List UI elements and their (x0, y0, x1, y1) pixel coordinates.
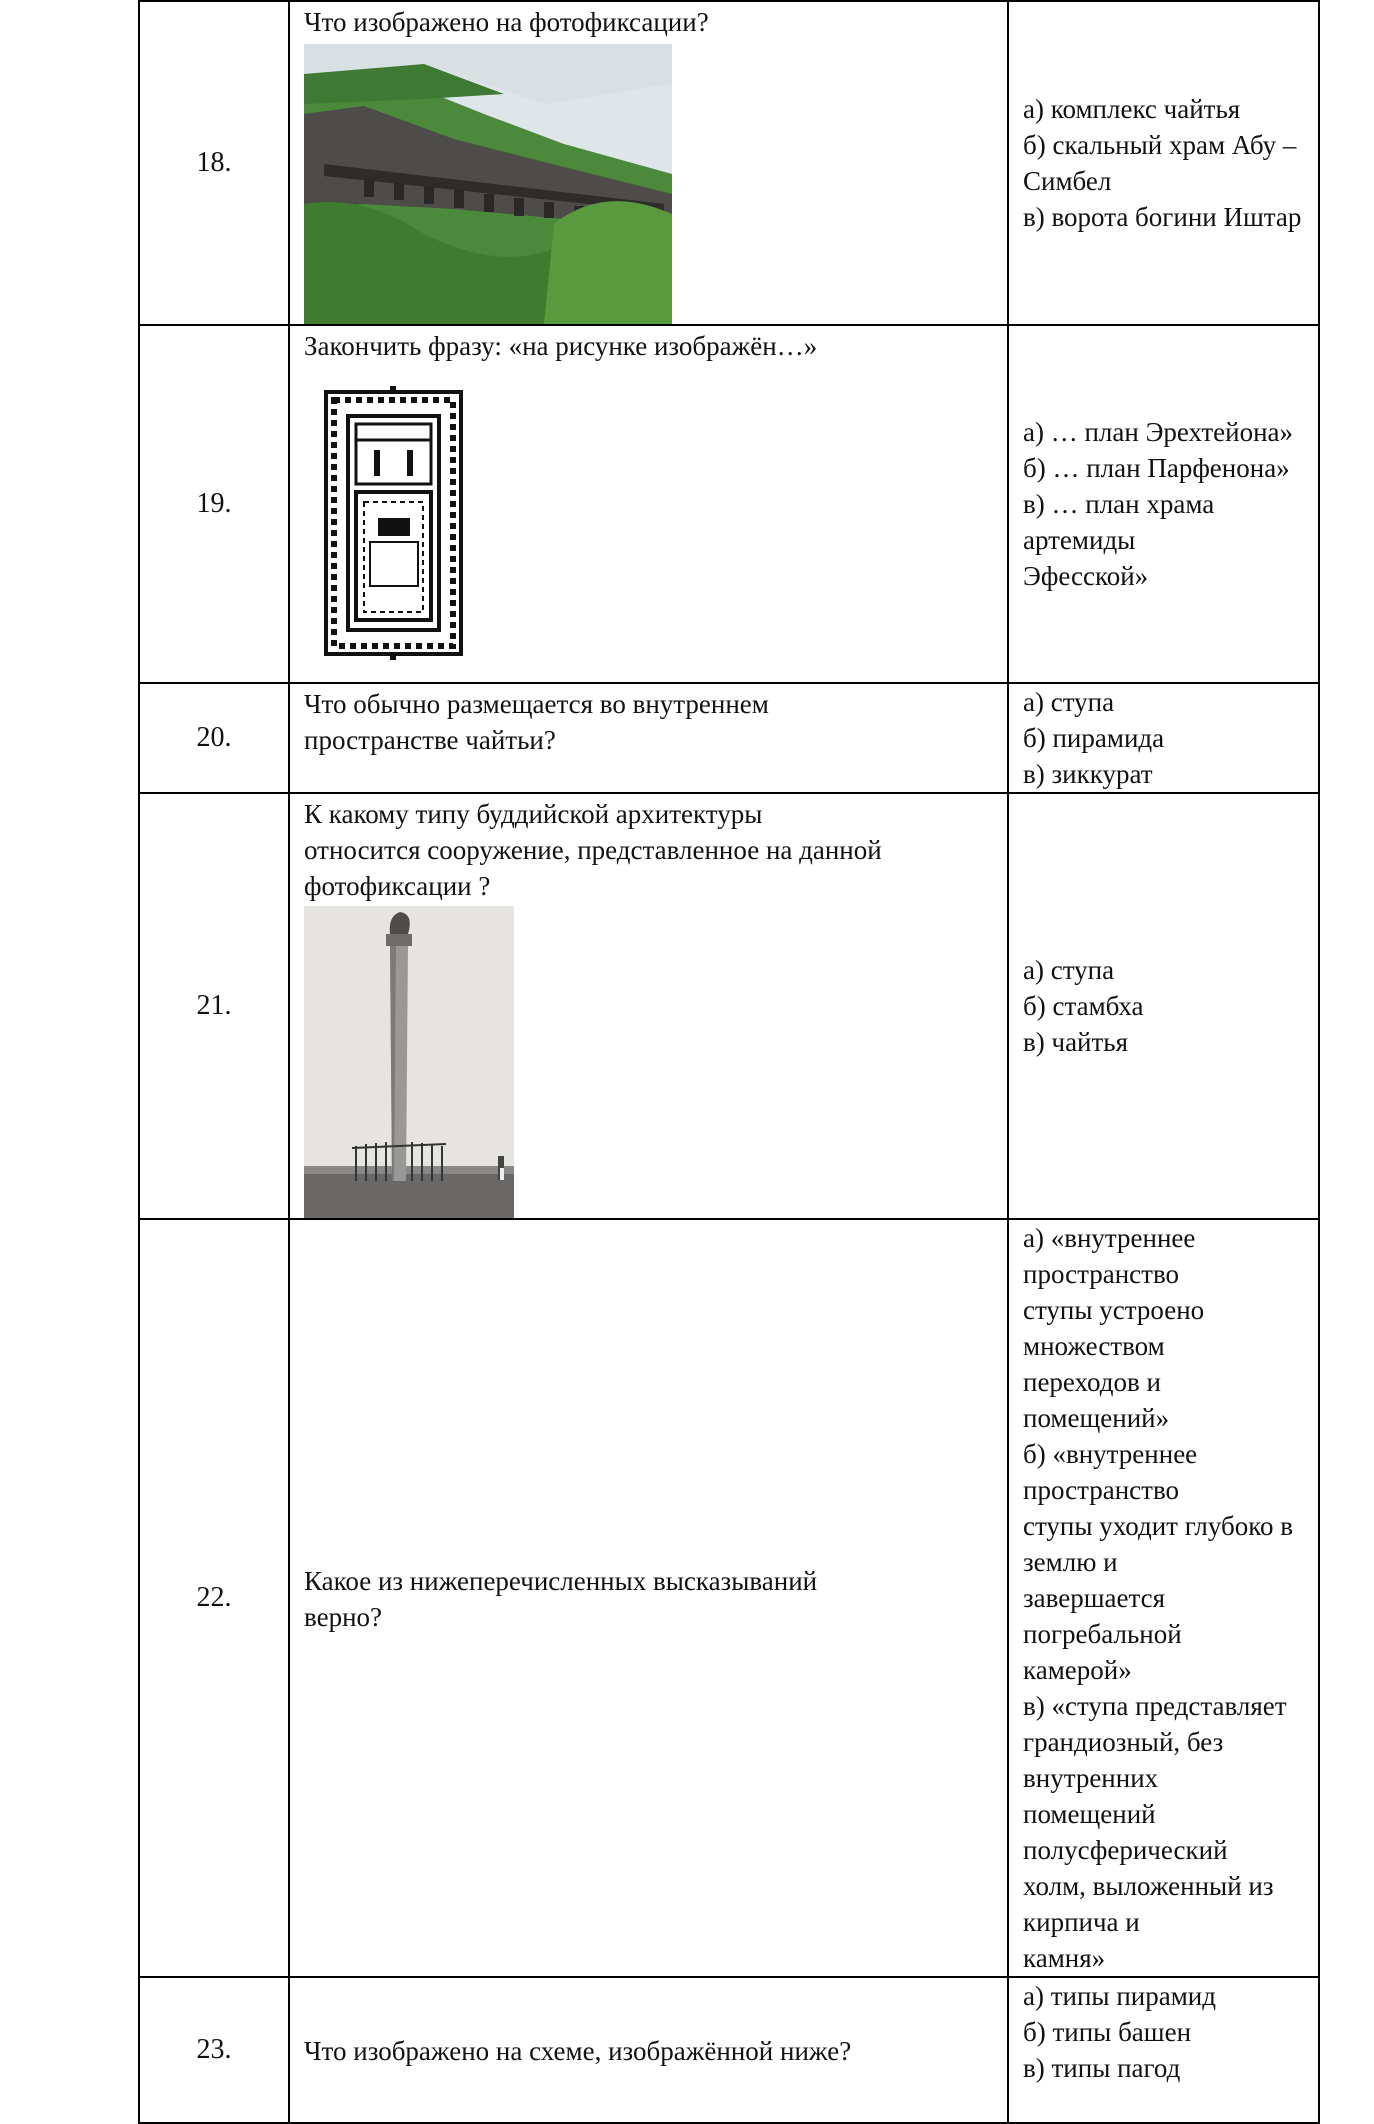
option-line: камерой» (1023, 1655, 1132, 1685)
option-line: ступы уходит глубоко в землю и (1023, 1511, 1293, 1577)
option-b: б) стамбха (1023, 991, 1144, 1021)
option-a: а) типы пирамид (1023, 1981, 1216, 2011)
option-a: а) ступа (1023, 955, 1115, 985)
option-b: б) … план Парфенона» (1023, 453, 1290, 483)
options-cell (1008, 1219, 1319, 1977)
option-line: ступы устроено множеством (1023, 1295, 1205, 1361)
questions-table (138, 0, 1320, 2124)
question-text-line: Какое из нижеперечисленных высказываний (304, 1566, 818, 1596)
question-cell (289, 793, 1008, 1219)
option-b: б) пирамида (1023, 723, 1165, 753)
option-c: в) зиккурат (1023, 759, 1153, 789)
question-cell (289, 1219, 1008, 1977)
question-text: Что изображено на схеме, изображённой ниже? (304, 2036, 852, 2066)
options-cell (1008, 1977, 1319, 2123)
option-line: б) «внутреннее пространство (1023, 1439, 1198, 1505)
option-b: б) типы башен (1023, 2017, 1192, 2047)
question-number: 20. (139, 683, 289, 793)
option-line: грандиозный, без внутренних (1023, 1727, 1224, 1793)
question-cell (289, 325, 1008, 683)
question-number: 22. (139, 1219, 289, 1977)
option-b: б) скальный храм Абу –Симбел (1023, 130, 1297, 196)
option-a: а) комплекс чайтья (1023, 94, 1241, 124)
option-c: в) чайтья (1023, 1027, 1129, 1057)
option-line: камня» (1023, 1943, 1106, 1973)
option-c: в) типы пагод (1023, 2053, 1181, 2083)
question-number: 18. (139, 1, 289, 325)
question-number: 21. (139, 793, 289, 1219)
question-text: Закончить фразу: «на рисунке изображён…» (304, 331, 818, 361)
option-a: а) … план Эрехтейона» (1023, 417, 1294, 447)
question-row-23 (139, 1977, 1319, 2123)
question-row-22 (139, 1219, 1319, 1977)
question-text-line: относится сооружение, представленное на данной (304, 835, 882, 865)
question-row-19 (139, 325, 1319, 683)
question-row-21 (139, 793, 1319, 1219)
question-row-20 (139, 683, 1319, 793)
option-line: а) «внутреннее пространство (1023, 1223, 1196, 1289)
question-text-line: пространстве чайтьи? (304, 725, 556, 755)
question-cell (289, 683, 1008, 793)
option-line: холм, выложенный из кирпича и (1023, 1871, 1274, 1937)
option-line: завершается погребальной (1023, 1583, 1182, 1649)
option-c: в) ворота богини Иштар (1023, 202, 1302, 232)
question-text: Что изображено на фотофиксации? (304, 7, 709, 37)
temple-plan-drawing (304, 368, 486, 668)
question-cell (289, 1977, 1008, 2123)
stambha-column-photo (304, 906, 514, 1218)
options-cell (1008, 793, 1319, 1219)
option-c-continued: Эфесской» (1023, 561, 1149, 591)
question-number: 19. (139, 325, 289, 683)
options-cell (1008, 1, 1319, 325)
question-text-line: Что обычно размещается во внутреннем (304, 689, 769, 719)
options-cell (1008, 683, 1319, 793)
option-line: в) «ступа представляет (1023, 1691, 1287, 1721)
question-text-line: фотофиксации ? (304, 871, 491, 901)
question-text-line: К какому типу буддийской архитектуры (304, 799, 763, 829)
question-cell (289, 1, 1008, 325)
test-sheet (138, 0, 1318, 2124)
option-line: помещений полусферический (1023, 1799, 1228, 1865)
question-number: 23. (139, 1977, 289, 2123)
question-text-line: верно? (304, 1602, 383, 1632)
option-c: в) … план храма артемиды (1023, 489, 1215, 555)
cliff-caves-photo (304, 44, 672, 324)
option-line: переходов и помещений» (1023, 1367, 1170, 1433)
option-a: а) ступа (1023, 687, 1115, 717)
options-cell (1008, 325, 1319, 683)
question-row-18 (139, 1, 1319, 325)
